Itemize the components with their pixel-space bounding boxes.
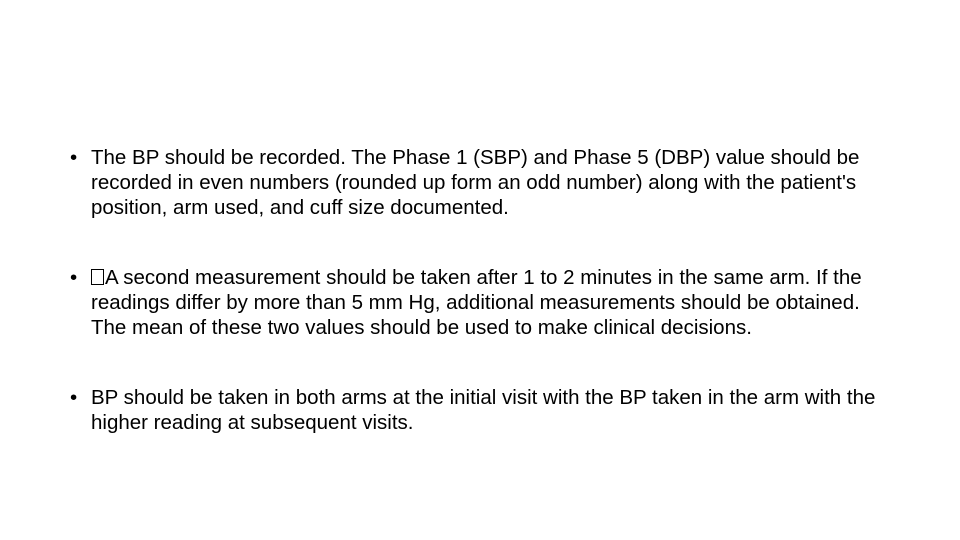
missing-glyph-icon <box>91 269 104 285</box>
bullet-marker: • <box>70 386 78 409</box>
bullet-marker: • <box>70 146 78 169</box>
bullet-item-second-measurement <box>70 265 900 340</box>
bullet-text-wrapper <box>91 265 900 340</box>
bullet-text: A second measurement should be taken after 1 to 2 minutes in the same arm. If the readings differ by more than 5 mm Hg, additional measurements should be obtained. The mean of these two values should be used to make clinical decisions. <box>91 266 862 339</box>
bullet-item-recording <box>70 145 900 220</box>
bullet-item-both-arms <box>70 385 900 435</box>
bullet-list <box>70 145 900 435</box>
bullet-text: BP should be taken in both arms at the initial visit with the BP taken in the arm with the higher reading at subsequent visits. <box>91 386 876 434</box>
bullet-text: The BP should be recorded. The Phase 1 (SBP) and Phase 5 (DBP) value should be recorded in even numbers (rounded up form an odd number) along with the patient's position, arm used, and cuff size documented. <box>91 146 860 219</box>
bullet-marker: • <box>70 266 78 289</box>
